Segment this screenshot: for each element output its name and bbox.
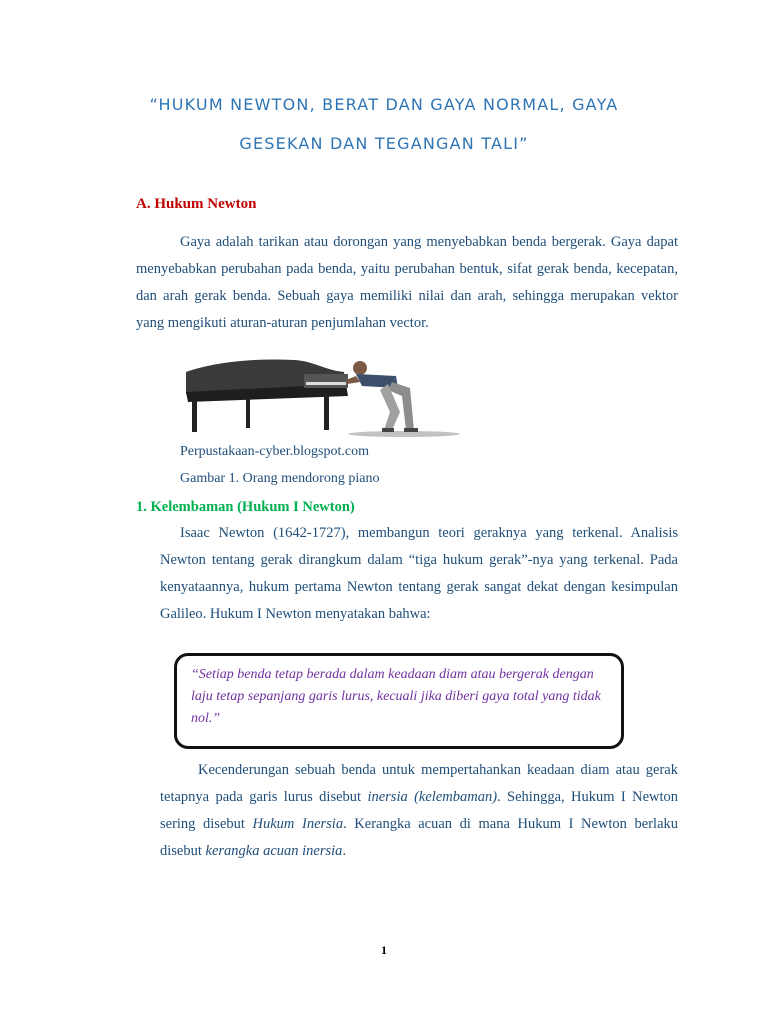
document-title-line-1: “HUKUM NEWTON, BERAT DAN GAYA NORMAL, GAYA (149, 95, 619, 114)
newton-first-law-quote-box (174, 653, 624, 749)
inertia-paragraph (160, 757, 678, 865)
piano-keys (306, 382, 346, 385)
piano-keyboard (304, 374, 348, 388)
figure-caption: Gambar 1. Orang mendorong piano (180, 471, 380, 486)
inertia-text-4: . (342, 843, 347, 859)
inertial-frame-term: kerangka acuan inersia (205, 843, 343, 859)
hukum-inersia-term: Hukum Inersia (252, 816, 344, 832)
inertia-text-2: . Sehingga, Hukum I Newton sering disebut (160, 789, 679, 832)
inertia-text-3: . Kerangka acuan di mana Hukum I Newton berlaku disebut (160, 816, 678, 859)
piano-leg-2 (246, 398, 250, 428)
document-title-line-2: GESEKAN DAN TEGANGAN TALI” (239, 134, 529, 153)
person-head (353, 361, 367, 375)
section-a-heading: A. Hukum Newton (136, 196, 257, 212)
person-shoe-front (382, 428, 394, 432)
section-a-paragraph: Gaya adalah tarikan atau dorongan yang menyebabkan benda bergerak. Gaya dapat menyebabkan perubahan pada benda, yaitu perubahan bentuk, sifat gerak benda, kecepatan, dan arah gerak benda. Sebuah gaya memiliki nilai dan arah, sehingga merupakan vektor yang mengikuti aturan-aturan penjumlahan vector. (136, 234, 678, 331)
piano-leg-1 (192, 400, 197, 432)
section-1-paragraph: Isaac Newton (1642-1727), membangun teori geraknya yang terkenal. Analisis Newton tentang gerak dirangkum dalam “tiga hukum gerak”-nya yang terkenal. Pada kenyataannya, hukum pertama Newton tentang gerak sangat dekat dengan kesimpulan Galileo. Hukum I Newton menyatakan bahwa: (160, 525, 678, 622)
newton-first-law-quote: “Setiap benda tetap berada dalam keadaan diam atau bergerak dengan laju tetap sepanjang garis lurus, kecuali jika diberi gaya total yang tidak nol.” (191, 667, 601, 726)
section-1-heading: 1. Kelembaman (Hukum I Newton) (136, 499, 355, 515)
figure-source: Perpustakaan-cyber.blogspot.com (180, 444, 369, 459)
piano-leg-3 (324, 394, 329, 430)
piano-push-illustration (184, 352, 464, 438)
inertia-text-1: Kecenderungan sebuah benda untuk mempertahankan keadaan diam atau gerak tetapnya pada garis lurus disebut (160, 762, 678, 805)
page-number: 1 (381, 943, 387, 957)
person-shoe-back (404, 428, 418, 432)
inertia-term: inersia (kelembaman) (367, 789, 498, 805)
